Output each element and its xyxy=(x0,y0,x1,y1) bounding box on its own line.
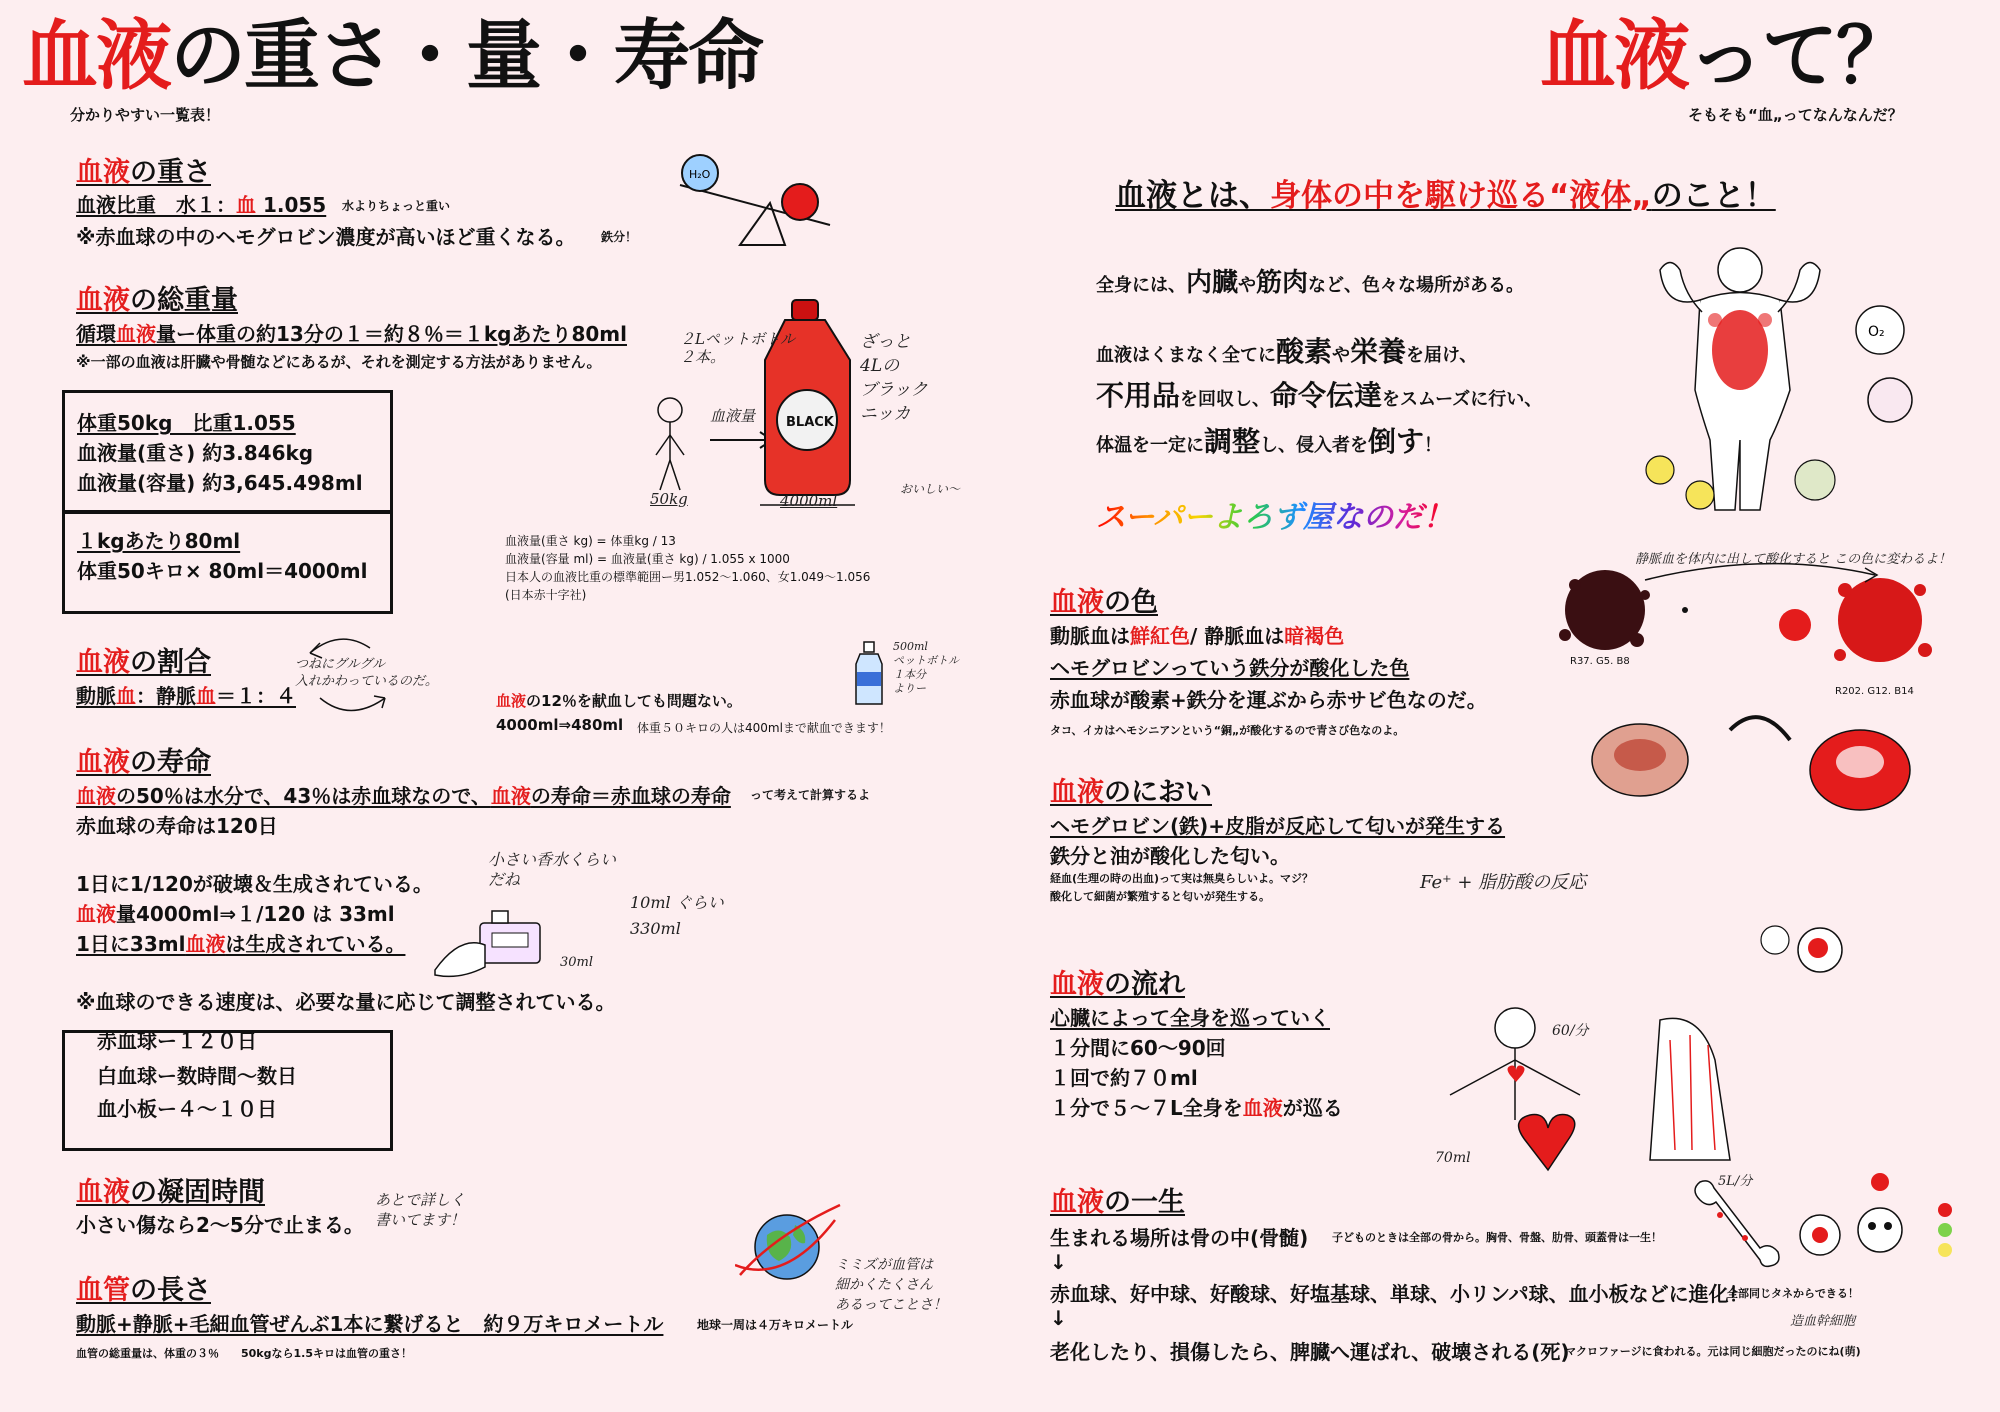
bottle-note-b: ざっと 4Lの ブラック ニッカ xyxy=(860,332,928,424)
blood-life-line-2: 赤血球、好中球、好酸球、好塩基球、単球、小リンパ球、血小板などに進化！ xyxy=(1050,1282,1749,1306)
perfume-hand-illustration xyxy=(430,905,560,985)
formula-block: 血液量(重さ kg) = 体重kg / 13 血液量(容量 ml) = 血液量(重さ kg) / 1.055 x 1000 日本人の血液比重の標準範囲ー男1.052〜1.060、女1.049〜1.056 (日本赤十字社) xyxy=(505,534,871,602)
box1-line-1: 体重50kg 比重1.055 xyxy=(77,411,296,435)
right-page-title xyxy=(1540,11,1910,100)
bottle-note-e: 4000ml xyxy=(780,492,838,510)
cell-lifespan-box xyxy=(62,1030,393,1151)
blood-life-line-1: 生まれる場所は骨の中(骨髄) xyxy=(1050,1226,1309,1250)
intro-line-3: 不用品を回収し、命令伝達をスムーズに行い、 xyxy=(1096,379,1543,412)
life-line-4: 血液量4000ml⇒１/120 は 33ml xyxy=(76,902,395,926)
ml-per-kg-box xyxy=(62,510,393,614)
seesaw-illustration xyxy=(660,145,860,260)
blood-life-arrow-2: ↓ xyxy=(1050,1306,1067,1330)
box2-line-2: 体重50キロ× 80ml＝4000ml xyxy=(77,559,368,583)
right-title-red-part: 血液 xyxy=(1540,11,1688,100)
blood-life-arrow-1: ↓ xyxy=(1050,1250,1067,1274)
right-title-black-part: って？ xyxy=(1688,11,1910,100)
cell-cartoon-illustration xyxy=(1560,700,1980,1000)
weight-line-1-note: 水よりちょっと重い xyxy=(342,199,451,213)
vessel-footnote: 血管の総重量は、体重の３％ 50kgなら1.5キロは血管の重さ！ xyxy=(76,1347,412,1360)
section-heading-smell: 血液のにおい xyxy=(1050,777,1212,808)
svg-text:H₂O: H₂O xyxy=(689,168,711,181)
vessel-line: 動脈+静脈+毛細血管ぜんぶ1本に繋げると 約９万キロメートル xyxy=(76,1312,664,1336)
flow-per-minute-note: 5L/分 xyxy=(1718,1174,1753,1189)
smell-line-1: ヘモグロビン(鉄)+皮脂が反応して匂いが発生する xyxy=(1050,814,1506,838)
life-line-6: ※血球のできる速度は、必要な量に応じて調整されている。 xyxy=(76,990,616,1014)
earth-note: ミミズが血管は 細かくたくさん あるってことさ！ xyxy=(835,1257,947,1313)
section-heading-color: 血液の色 xyxy=(1050,587,1158,618)
title-black-part: の重さ・量・寿命 xyxy=(170,11,762,100)
left-subtitle: 分かりやすい一覧表！ xyxy=(70,106,221,124)
section-heading-blood-life: 血液の一生 xyxy=(1050,1187,1185,1218)
section-heading-ratio: 血液の割合 xyxy=(76,647,211,678)
slogan: スーパーよろず屋なのだ！ xyxy=(1096,492,1453,536)
flow-rate-note: 60/分 xyxy=(1552,1023,1589,1039)
cycle-arrows-icon xyxy=(290,628,410,728)
intro-line-2: 血液はくまなく全てに酸素や栄養を届け、 xyxy=(1096,335,1478,368)
perfume-ml-note: 30ml xyxy=(560,955,594,970)
box3-line-1: 赤血球ー１２０日 xyxy=(97,1029,257,1053)
weight-line-2-note: 鉄分！ xyxy=(601,230,638,244)
intro-line-4: 体温を一定に調整し、侵入者を倒す！ xyxy=(1096,425,1443,458)
color-line-1: 動脈血は鮮紅色/ 静脈血は暗褐色 xyxy=(1050,624,1345,648)
donation-line-2: 4000ml⇒480ml xyxy=(496,716,624,734)
donation-note: 体重５０キロの人は400mlまで献血できます！ xyxy=(637,721,891,735)
small-bottle-note: 500ml ペットボトル １本分 よりー xyxy=(893,640,959,695)
bottle-note-a: ２Lペットボトル ２本。 xyxy=(680,330,795,366)
flow-line-4: １分で５〜７L全身を血液が巡る xyxy=(1050,1096,1343,1120)
intro-line-1: 全身には、内臓や筋肉など、色々な場所がある。 xyxy=(1096,268,1525,298)
perfume-note: 小さい香水くらい だね xyxy=(488,850,617,889)
clot-line: 小さい傷なら2〜5分で止まる。 xyxy=(76,1213,364,1237)
clot-note: あとで詳しく 書いてます！ xyxy=(375,1191,466,1229)
color-line-3: 赤血球が酸素+鉄分を運ぶから赤サビ色なのだ。 xyxy=(1050,688,1487,712)
ml-note: 10ml ぐらい 330ml xyxy=(630,893,724,938)
right-subtitle: そもそも“血„ってなんなんだ？ xyxy=(1688,106,1903,124)
section-heading-flow: 血液の流れ xyxy=(1050,969,1185,1000)
donation-line-1: 血液の12％を献血しても問題ない。 xyxy=(496,692,742,710)
bottle-note-f: おいしい〜 xyxy=(900,482,961,496)
flow-line-1: 心臓によって全身を巡っていく xyxy=(1050,1006,1330,1030)
bottle-note-d: 50kg xyxy=(650,490,688,508)
smell-line-2: 鉄分と油が酸化した匂い。 xyxy=(1050,844,1290,868)
life-line-2: 赤血球の寿命は120日 xyxy=(76,814,278,838)
vessel-note: 地球一周は４万キロメートル xyxy=(697,1318,854,1332)
section-heading-vessel: 血管の長さ xyxy=(76,1275,211,1306)
smell-note-2: 酸化して細菌が繁殖すると匂いが発生する。 xyxy=(1050,890,1270,903)
bottle-note-c: 血液量 xyxy=(710,407,756,425)
box3-line-2: 白血球ー数時間〜数日 xyxy=(97,1064,297,1088)
body-weight-box xyxy=(62,390,393,514)
ratio-note: つねにグルグル 入れかわっているのだ。 xyxy=(295,657,438,689)
total-line-1: 循環血液量ー体重の約13分の１＝約８％＝１kgあたり80ml xyxy=(76,322,627,346)
weight-line-2: ※赤血球の中のヘモグロビン濃度が高いほど重くなる。 xyxy=(76,225,576,249)
svg-text:O₂: O₂ xyxy=(1868,324,1885,340)
flow-ml-note: 70ml xyxy=(1435,1150,1471,1166)
section-heading-life: 血液の寿命 xyxy=(76,747,211,778)
life-line-3: 1日に1/120が破壊＆生成されている。 xyxy=(76,872,433,896)
life-line-1-note: って考えて計算するよ xyxy=(750,788,871,802)
bone-stem-cell-illustration xyxy=(1690,1160,1970,1290)
box1-line-2: 血液量(重さ) 約3.846kg xyxy=(77,441,314,465)
smell-reaction-note: Fe⁺ + 脂肪酸の反応 xyxy=(1420,872,1587,893)
section-heading-total-weight: 血液の総重量 xyxy=(76,285,238,316)
color-line-2: ヘモグロビンっていう鉄分が酸化した色 xyxy=(1050,656,1410,680)
life-line-5: 1日に33ml血液は生成されている。 xyxy=(76,932,406,956)
stem-cell-note: 造血幹細胞 xyxy=(1790,1314,1856,1329)
svg-text:BLACK: BLACK xyxy=(786,415,834,430)
color-note: タコ、イカはヘモシニアンという“銅„が酸化するので青さび色なのよ。 xyxy=(1050,724,1405,737)
blood-life-line-3-note: マクロファージに食われる。元は同じ細胞だったのにね(萌) xyxy=(1565,1345,1861,1358)
blood-life-line-2-note: 全部同じタネからできる！ xyxy=(1727,1287,1859,1300)
blood-life-line-1-note: 子どものときは全部の骨から。胸骨、骨盤、肋骨、頭蓋骨は一生！ xyxy=(1332,1231,1662,1244)
smell-note-1: 経血(生理の時の出血)って実は無臭らしいよ。マジ？ xyxy=(1050,872,1314,885)
flow-line-2: １分間に60〜90回 xyxy=(1050,1036,1226,1060)
title-red-part: 血液 xyxy=(22,11,170,100)
ratio-line: 動脈血：静脈血＝１：４ xyxy=(76,684,296,708)
section-heading-weight: 血液の重さ xyxy=(76,157,211,188)
color-arrow-note: 静脈血を体内に出して酸化すると この色に変わるよ！ xyxy=(1635,552,1952,567)
life-line-1: 血液の50％は水分で、43％は赤血球なので、血液の寿命＝赤血球の寿命 xyxy=(76,784,731,808)
muscle-body-illustration xyxy=(1640,240,1980,540)
box1-line-3: 血液量(容量) 約3,645.498ml xyxy=(77,471,363,495)
weight-line-1: 血液比重 水１：血 1.055 xyxy=(76,193,327,217)
box2-line-1: １kgあたり80ml xyxy=(77,529,241,553)
dark-color-label: R37. G5. B8 xyxy=(1570,656,1630,667)
left-page-title xyxy=(22,11,762,100)
blood-color-splats xyxy=(1545,560,1965,690)
box3-line-3: 血小板ー４〜１０日 xyxy=(97,1097,277,1121)
section-heading-clot: 血液の凝固時間 xyxy=(76,1177,265,1208)
main-definition: 血液とは、身体の中を駆け巡る“液体„のこと！ xyxy=(1115,178,1776,214)
bright-color-label: R202. G12. B14 xyxy=(1835,686,1914,697)
earth-vessel-illustration xyxy=(735,1195,845,1295)
blood-life-line-3: 老化したり、損傷したら、脾臓へ運ばれ、破壊される(死) xyxy=(1050,1340,1570,1364)
total-line-2: ※一部の血液は肝臓や骨髄などにあるが、それを測定する方法がありません。 xyxy=(76,353,602,371)
flow-line-3: １回で約７０ml xyxy=(1050,1066,1198,1090)
small-bottle-icon xyxy=(850,640,890,710)
